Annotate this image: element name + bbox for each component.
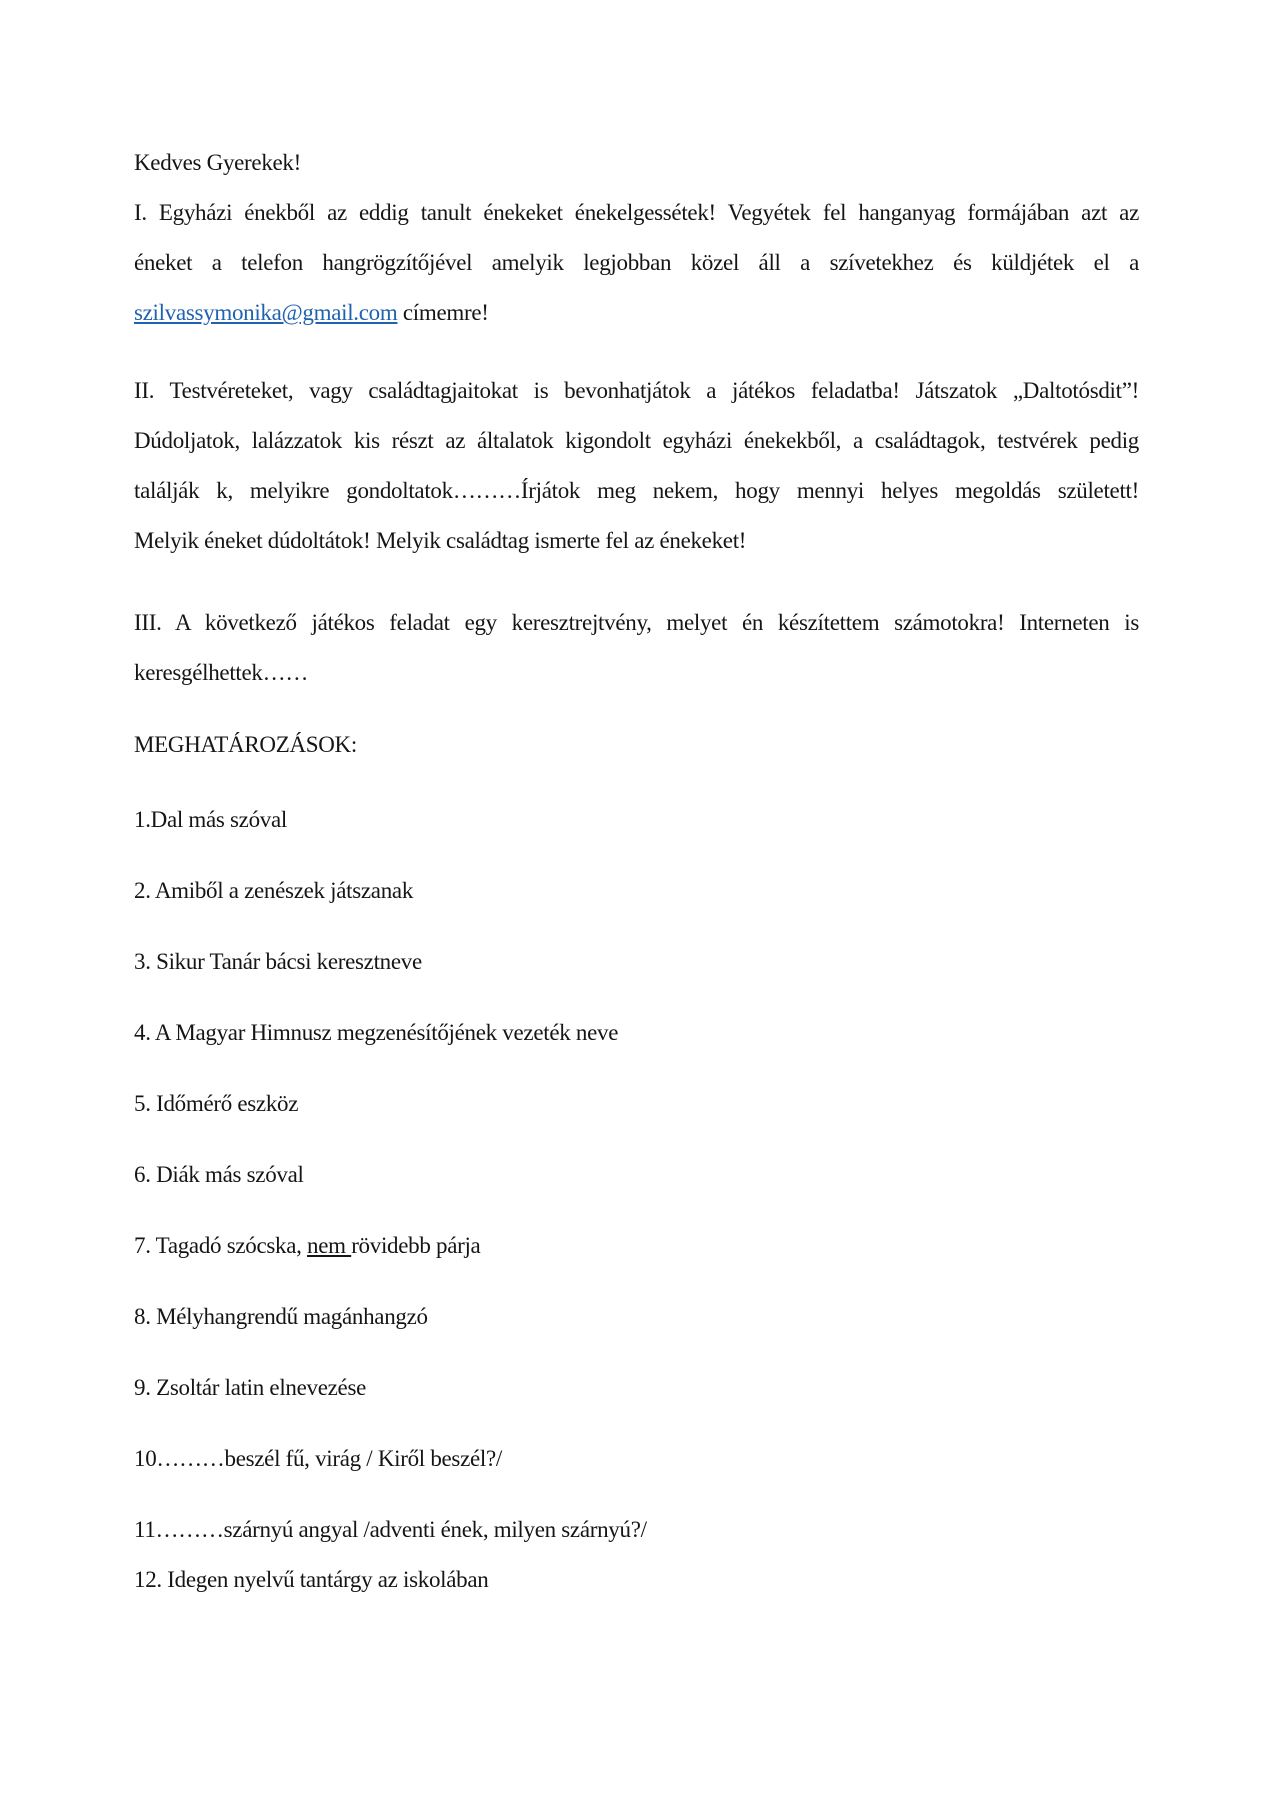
definition-item-4: 4. A Magyar Himnusz megzenésítőjének vezeték neve (134, 1020, 619, 1045)
paragraph-3 (134, 598, 1139, 698)
definition-item-12: 12. Idegen nyelvű tantárgy az iskolában (134, 1567, 489, 1592)
greeting-text: Kedves Gyerekek! (134, 150, 301, 175)
paragraph-1-line-3 (134, 288, 1139, 338)
definition-item-7-suffix: rövidebb párja (351, 1233, 481, 1258)
paragraph-2-line-2: Dúdoljatok, lalázzatok kis részt az általatok kigondolt egyházi énekekből, a családtagok, testvérek pedig (134, 428, 1139, 453)
definition-item-11: 11………szárnyú angyal /adventi ének, milyen szárnyú?/ (134, 1517, 647, 1542)
definition-item-10: 10………beszél fű, virág / Kiről beszél?/ (134, 1446, 502, 1471)
definition-item-1: 1.Dal más szóval (134, 807, 287, 832)
definition-item-7-underlined-word: nem (307, 1233, 352, 1258)
definition-item-8: 8. Mélyhangrendű magánhangzó (134, 1304, 428, 1329)
definitions-list (134, 795, 1139, 1605)
paragraph-1 (134, 188, 1139, 338)
paragraph-2-line-3: találják k, melyikre gondoltatok………Írjátok meg nekem, hogy mennyi helyes megoldás született! (134, 478, 1139, 503)
email-link[interactable]: szilvassymonika@gmail.com (134, 300, 398, 325)
definition-item-5: 5. Időmérő eszköz (134, 1091, 299, 1116)
paragraph-2-line-1: II. Testvéreteket, vagy családtagjaitokat is bevonhatjátok a játékos feladatba! Játszatok „Daltotósdit”! (134, 378, 1139, 403)
paragraph-3-line-2: keresgélhettek…… (134, 660, 309, 685)
definition-item-9: 9. Zsoltár latin elnevezése (134, 1375, 367, 1400)
paragraph-1-line-2: éneket a telefon hangrögzítőjével amelyik legjobban közel áll a szívetekhez és küldjétek el a (134, 250, 1139, 275)
definition-item-7-prefix: 7. Tagadó szócska, (134, 1233, 308, 1258)
definition-item-2: 2. Amiből a zenészek játszanak (134, 878, 414, 903)
definitions-heading: MEGHATÁROZÁSOK: (134, 732, 357, 757)
email-line-suffix: címemre! (397, 300, 489, 325)
paragraph-3-line-1: III. A következő játékos feladat egy keresztrejtvény, melyet én készítettem számotokra! Interneten is (134, 610, 1139, 635)
definition-item-3: 3. Sikur Tanár bácsi keresztneve (134, 949, 422, 974)
definition-item-7 (134, 1221, 1139, 1271)
paragraph-2-line-4: Melyik éneket dúdoltátok! Melyik családtag ismerte fel az énekeket! (134, 528, 747, 553)
definition-item-6: 6. Diák más szóval (134, 1162, 304, 1187)
paragraph-1-line-1: I. Egyházi énekből az eddig tanult énekeket énekelgessétek! Vegyétek fel hanganyag formájában azt az (134, 200, 1139, 225)
paragraph-2 (134, 366, 1139, 566)
